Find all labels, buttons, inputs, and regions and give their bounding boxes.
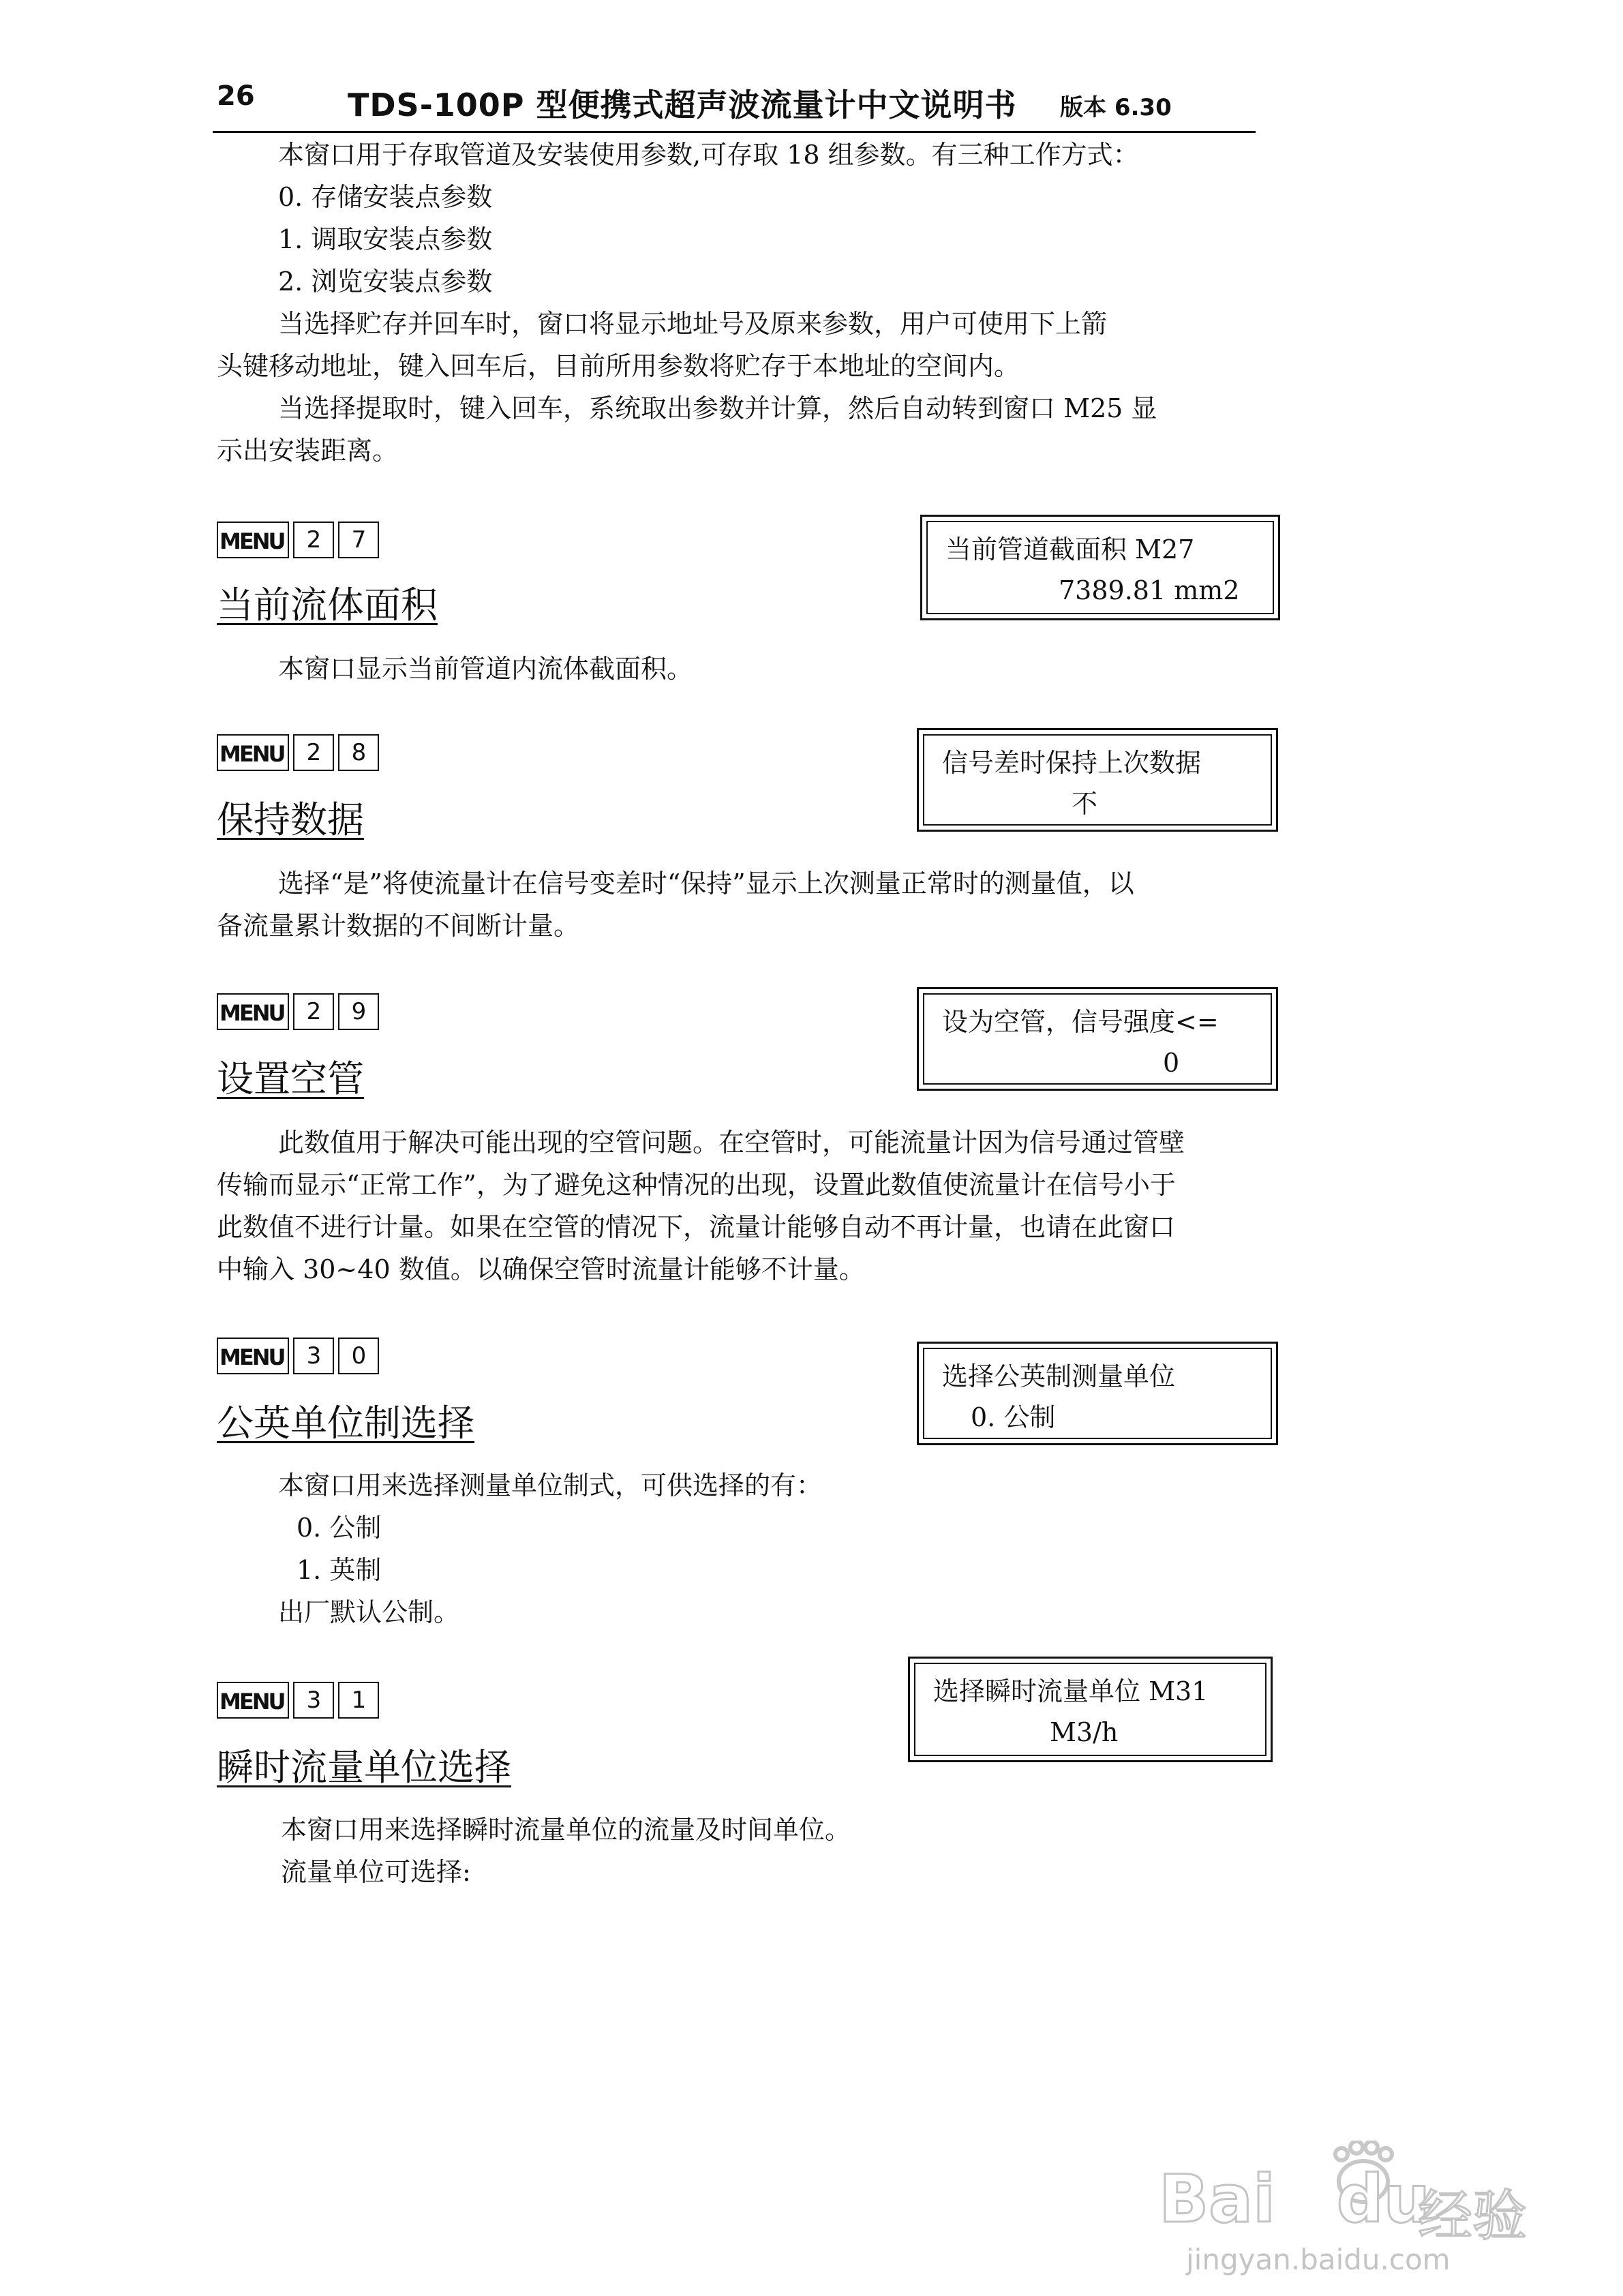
- section-text-m31-line2: 流量单位可选择:: [281, 1857, 471, 1887]
- recall-paragraph-line2: 示出安装距离。: [217, 436, 399, 466]
- section-text-m31-line1: 本窗口用来选择瞬时流量单位的流量及时间单位。: [281, 1815, 851, 1845]
- menu-key-sequence-29: [217, 992, 383, 1031]
- section-text-m29-line2: 传输而显示“正常工作”，为了避免这种情况的出现，设置此数值使流量计在信号小于: [217, 1170, 1176, 1200]
- lcd-display-m31: [908, 1657, 1273, 1762]
- section-text-m28-line2: 备流量累计数据的不间断计量。: [217, 911, 580, 941]
- document-version: 版本 6.30: [1060, 94, 1172, 121]
- option-imperial: 1. 英制: [297, 1555, 382, 1585]
- digit-key: 3: [293, 1682, 334, 1719]
- digit-key: 0: [338, 1338, 379, 1374]
- digit-key: 8: [338, 734, 379, 771]
- option-metric: 0. 公制: [297, 1513, 382, 1543]
- page-number: 26: [217, 80, 255, 112]
- lcd-line-1: 信号差时保持上次数据: [942, 748, 1202, 778]
- lcd-line-1: 设为空管，信号强度<=: [942, 1007, 1219, 1037]
- watermark-product: 经验: [1418, 2184, 1527, 2248]
- lcd-display-m27: [920, 515, 1280, 620]
- menu-key-sequence-27: [217, 520, 383, 560]
- section-text-m29-line1: 此数值用于解决可能出现的空管问题。在空管时，可能流量计因为信号通过管壁: [278, 1128, 1185, 1158]
- menu-key: MENU: [217, 522, 289, 558]
- lcd-line-1: 选择瞬时流量单位 M31: [933, 1676, 1209, 1706]
- menu-key: MENU: [217, 993, 289, 1030]
- intro-paragraph: 本窗口用于存取管道及安装使用参数,可存取 18 组参数。有三种工作方式：: [278, 140, 1139, 170]
- section-title-m29: 设置空管: [217, 1057, 364, 1100]
- section-text-m28-line1: 选择“是”将使流量计在信号变差时“保持”显示上次测量正常时的测量值，以: [278, 868, 1134, 898]
- watermark-brand: Bai: [1159, 2161, 1275, 2237]
- lcd-line-2: 0: [1163, 1048, 1180, 1078]
- lcd-line-2: 7389.81 mm2: [1059, 575, 1240, 605]
- baidu-jingyan-watermark: [1159, 2141, 1541, 2277]
- store-paragraph-line1: 当选择贮存并回车时，窗口将显示地址号及原来参数，用户可使用下上箭: [278, 309, 1108, 339]
- section-title-m30: 公英单位制选择: [217, 1402, 474, 1445]
- menu-key-sequence-30: [217, 1336, 383, 1376]
- intro-item-1: 1. 调取安装点参数: [278, 224, 493, 254]
- digit-key: 2: [293, 522, 334, 558]
- watermark-brand-tail: du: [1336, 2161, 1430, 2237]
- menu-key: MENU: [217, 734, 289, 771]
- lcd-display-m29: [917, 987, 1278, 1091]
- digit-key: 2: [293, 993, 334, 1030]
- section-text-m29-line4: 中输入 30~40 数值。以确保空管时流量计能够不计量。: [217, 1254, 865, 1284]
- menu-key-sequence-31: [217, 1680, 383, 1720]
- menu-key-sequence-28: [217, 733, 383, 772]
- section-title-m27: 当前流体面积: [217, 584, 438, 626]
- intro-item-0: 0. 存储安装点参数: [278, 182, 493, 212]
- intro-item-2: 2. 浏览安装点参数: [278, 267, 493, 297]
- document-title: TDS-100P 型便携式超声波流量计中文说明书: [348, 87, 1017, 123]
- digit-key: 3: [293, 1338, 334, 1374]
- digit-key: 1: [338, 1682, 379, 1719]
- lcd-line-1: 选择公英制测量单位: [942, 1361, 1176, 1391]
- lcd-line-1: 当前管道截面积 M27: [945, 534, 1195, 564]
- lcd-display-m30: [917, 1342, 1278, 1445]
- section-text-m27: 本窗口显示当前管道内流体截面积。: [278, 654, 693, 684]
- digit-key: 2: [293, 734, 334, 771]
- digit-key: 9: [338, 993, 379, 1030]
- lcd-line-2: 不: [1072, 789, 1098, 819]
- store-paragraph-line2: 头键移动地址，键入回车后，目前所用参数将贮存于本地址的空间内。: [217, 351, 1020, 381]
- section-text-m30-line1: 本窗口用来选择测量单位制式，可供选择的有：: [278, 1470, 823, 1500]
- section-text-m29-line3: 此数值不进行计量。如果在空管的情况下，流量计能够自动不再计量，也请在此窗口: [217, 1212, 1176, 1242]
- menu-key: MENU: [217, 1682, 289, 1719]
- section-text-m30-default: 出厂默认公制。: [278, 1597, 460, 1627]
- lcd-line-2: 0. 公制: [971, 1402, 1056, 1432]
- section-title-m31: 瞬时流量单位选择: [217, 1746, 511, 1789]
- watermark-url: jingyan.baidu.com: [1186, 2243, 1451, 2276]
- digit-key: 7: [338, 522, 379, 558]
- section-title-m28: 保持数据: [217, 798, 364, 841]
- lcd-display-m28: [917, 728, 1278, 832]
- lcd-line-2: M3/h: [1050, 1717, 1119, 1747]
- recall-paragraph-line1: 当选择提取时，键入回车，系统取出参数并计算，然后自动转到窗口 M25 显: [278, 393, 1157, 423]
- header-rule: [213, 131, 1256, 133]
- menu-key: MENU: [217, 1338, 289, 1374]
